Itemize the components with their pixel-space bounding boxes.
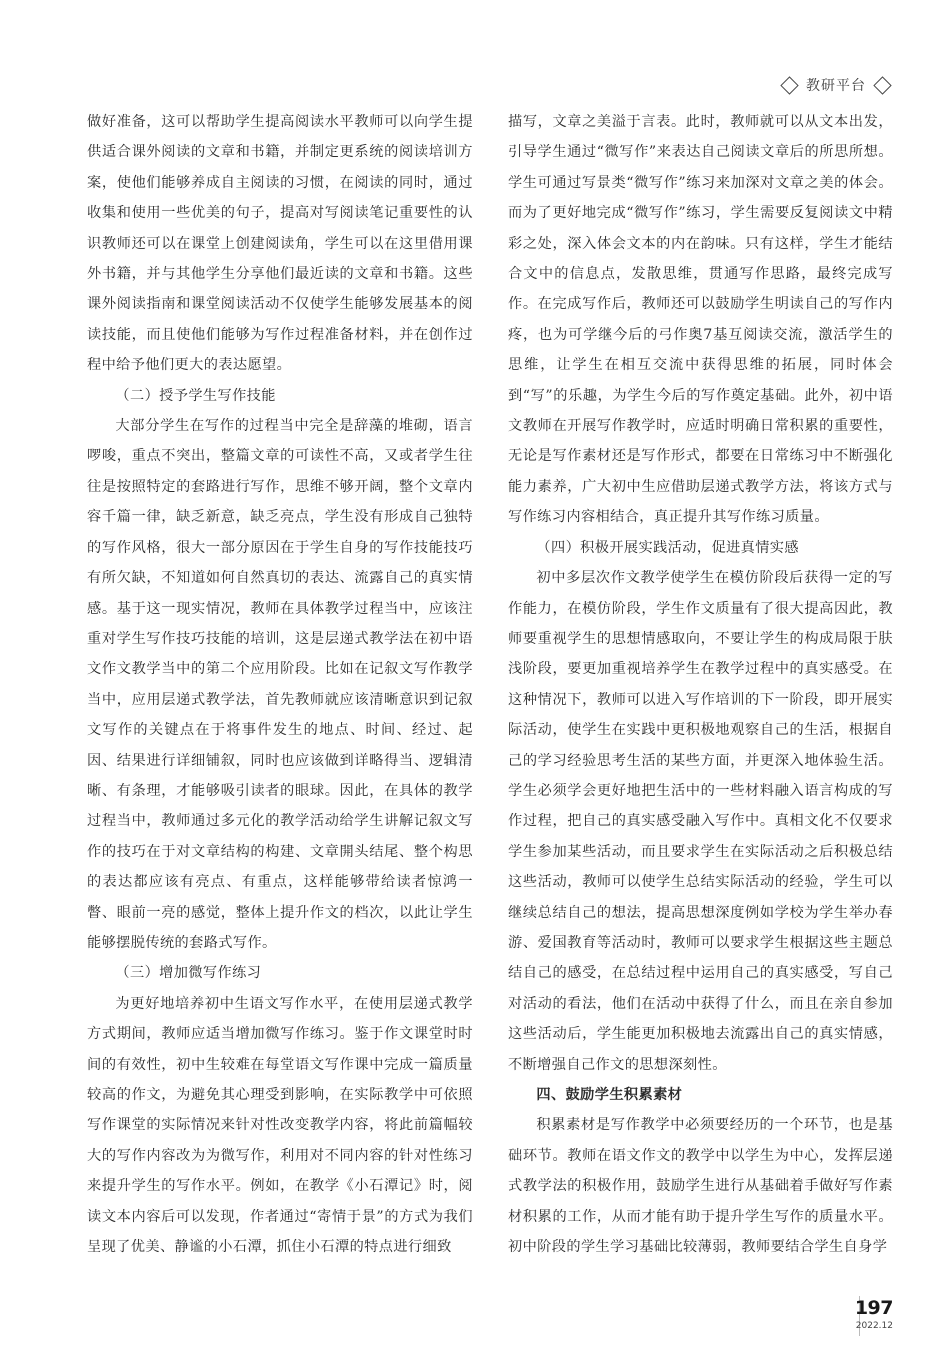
page-footer (855, 1297, 893, 1331)
page-number: 197 (854, 1297, 893, 1319)
issue-date: 2022.12 (855, 1321, 893, 1331)
diamond-right-icon (873, 76, 891, 94)
paragraph: 描写，文章之美溢于言表。此时，教师就可以从文本出发，引导学生通过“微写作”来表达自己阅读文章后的所思所想。学生可通过写景类“微写作”练习来加深对文章之美的体会。而为了更好地完成“微写作”练习，学生需要反复阅读文中精彩之处，深入体会文本的内在韵味。只有这样，学生才能结合文中的信息点，发散思维，贯通写作思路，最终完成写作。在完成写作后，教师还可以鼓励学生明读自己的写作内疼，也为可学继今后的弓作奥7基互阅读交流，激活学生的思维，让学生在相互交流中获得思维的拓展，同时体会到“写”的乐趣，为学生今后的写作奠定基础。此外，初中语文教师在开展写作教学时，应适时明确日常积累的重要性，无论是写作素材还是写作形式，都要在日常练习中不断强化能力素养，广大初中生应借助层递式教学方法，将该方式与写作练习内容相结合，真正提升其写作练习质量。 (508, 114, 893, 526)
paragraph: 大部分学生在写作的过程当中完全是辞藻的堆砌，语言啰唆，重点不突出，整篇文章的可读性不高，又或者学生往往是按照特定的套路进行写作，思维不够开阔，整个文章内容千篇一律，缺乏新意，缺乏亮点，学生没有形成自己独特的写作风格，很大一部分原因在于学生自身的写作技能技巧有所欠缺，不知道如何自然真切的表达、流露自己的真实情感。基于这一现实情况，教师在具体教学过程当中，应该注重对学生写作技巧技能的培训，这是层递式教学法在初中语文作文教学当中的第二个应用阶段。比如在记叙文写作教学当中，应用层递式教学法，首先教师就应该清晰意识到记叙文写作的关键点在于将事件发生的地点、时间、经过、起因、结果进行详细铺叙，同时也应该做到详略得当、逻辑清晰、有条理，才能够吸引读者的眼球。因此，在具体的教学过程当中，教师通过多元化的教学活动给学生讲解记叙文写作的技巧在于对文章结构的构建、文章開头结尾、整个构思的表达都应该有亮点、有重点，这样能够带给读者惊鸿一瞥、眼前一亮的感觉，整体上提升作文的档次，以此让学生能够摆脱传统的套路式写作。 (87, 418, 473, 951)
left-column (87, 107, 473, 1262)
paragraph: 积累素材是写作教学中必须要经历的一个环节，也是基础环节。教师在语文作文的教学中以学生为中心，发挥层递式教学法的积极作用，鼓励学生进行从基础着手做好写作素材积累的工作，从而才能有助于提升学生写作的质量水平。初中阶段的学生学习基础比较薄弱，教师要结合学生自身学 (508, 1117, 893, 1256)
paragraph: 为更好地培养初中生语文写作水平，在使用层递式教学方式期间，教师应适当增加微写作练习。鉴于作文课堂时时间的有效性，初中生较难在每堂语文写作课中完成一篇质量较高的作文，为避免其心理受到影响，在实际教学中可依照写作课堂的实际情况来针对性改变教学内容，将此前篇幅较大的写作内容改为为微写作，利用对不同内容的针对性练习来提升学生的写作水平。例如，在教学《小石潭记》时，阅读文本内容后可以发现，作者通过“寄情于景”的方式为我们呈现了优美、静谧的小石潭，抓住小石潭的特点进行细致 (87, 995, 473, 1256)
subsection-heading: （三）增加微写作练习 (115, 965, 262, 982)
paragraph: 做好准备，这可以帮助学生提高阅读水平教师可以向学生提供适合课外阅读的文章和书籍，并制定更系统的阅读培训方案，使他们能够养成自主阅读的习惯，在阅读的同时，通过收集和使用一些优美的句子，提高对写阅读笔记重要性的认识教师还可以在课堂上创建阅读角，学生可以在这里借用课外书籍，并与其他学生分享他们最近读的文章和书籍。这些课外阅读指南和课堂阅读活动不仅使学生能够发展基本的阅读技能，而且使他们能够为写作过程准备材料，并在创作过程中给予他们更大的表达愿望。 (87, 114, 473, 374)
subsection-heading: （二）授予学生写作技能 (115, 387, 276, 404)
section-title: 教研平台 (806, 78, 866, 94)
right-column (508, 107, 893, 1262)
diamond-left-icon (780, 76, 798, 94)
paragraph: 初中多层次作文教学使学生在模仿阶段后获得一定的写作能力，在模仿阶段，学生作文质量有了很大提高因此，教师要重视学生的思想情感取向，不要让学生的构成局限于肤浅阶段，要更加重视培养学生在教学过程中的真实感受。在这种情况下，教师可以进入写作培训的下一阶段，即开展实际活动，使学生在实践中更积极地观察自己的生活，根据自己的学习经验思考生活的某些方面，并更深入地体验生活。学生必须学会更好地把生活中的一些材料融入语言构成的写作过程，把自己的真实感受融入写作中。真相文化不仅要求学生参加某些活动，而且要求学生在实际活动之后积极总结这些活动，教师可以使学生总结实际活动的经验，学生可以继续总结自己的想法，提高思想深度例如学校为学生举办春游、爱国教育等活动时，教师可以要求学生根据这些主题总结自己的感受，在总结过程中运用自己的真实感受，写自己对活动的看法，他们在活动中获得了什么，而且在亲自参加这些活动后，学生能更加积极地去流露出自己的真实情感，不断增强自己作文的思想深刻性。 (508, 570, 893, 1073)
subsection-heading: （四）积极开展实践活动，促进真情实感 (536, 539, 799, 556)
journal-section-header (779, 74, 893, 96)
section-heading: 四、鼓励学生积累素材 (536, 1087, 683, 1103)
